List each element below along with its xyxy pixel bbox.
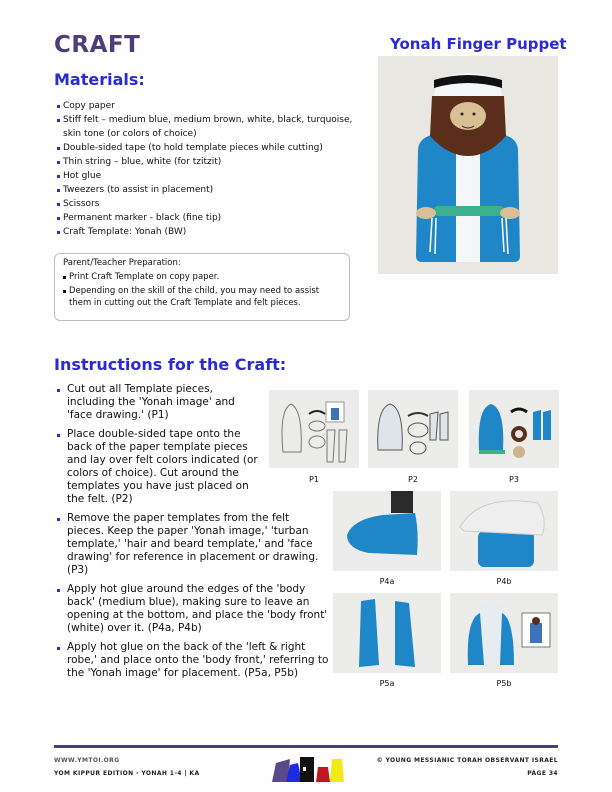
prep-box xyxy=(54,253,350,321)
assembled-body-image xyxy=(450,593,558,673)
list-item: Place double-sided tape onto the back of the paper template pieces and lay over felt colors indicated (or colors of choice). Cut around the templates you have just placed on the felt. (P2) xyxy=(57,428,262,506)
caption-p2: P2 xyxy=(408,475,418,484)
photo-p2 xyxy=(368,390,458,468)
list-item: Thin string – blue, white (for tzitzit) xyxy=(57,155,367,169)
caption-p5a: P5a xyxy=(379,679,395,688)
logo-icon xyxy=(268,755,348,783)
list-item: Depending on the skill of the child, you may need to assist them in cutting out the Craft Template and felt pieces. xyxy=(63,285,341,309)
ymtoi-logo xyxy=(268,755,348,783)
caption-p4b: P4b xyxy=(496,577,512,586)
footer-url: WWW.YMTOI.ORG xyxy=(54,757,120,764)
list-item: Apply hot glue around the edges of the 'body back' (medium blue), making sure to leave an opening at the bottom, and place the 'body front' (white) over it. (P4a, P4b) xyxy=(57,583,329,635)
list-item: Permanent marker - black (fine tip) xyxy=(57,211,367,225)
photo-p4a xyxy=(333,491,441,571)
felt-pieces-image xyxy=(469,390,559,468)
photo-p5b xyxy=(450,593,558,673)
photo-p3 xyxy=(469,390,559,468)
body-front-image xyxy=(450,491,558,571)
list-item: Scissors xyxy=(57,197,367,211)
list-item: Hot glue xyxy=(57,169,367,183)
caption-p3: P3 xyxy=(509,475,519,484)
template-pieces-image xyxy=(269,390,359,468)
list-item: Tweezers (to assist in placement) xyxy=(57,183,367,197)
list-item: Remove the paper templates from the felt pieces. Keep the paper 'Yonah image,' 'turban template,' 'hair and beard template,' and 'face drawing' for reference in placement or drawing. (P3) xyxy=(57,512,329,577)
photo-p1 xyxy=(269,390,359,468)
page-number: PAGE 34 xyxy=(527,770,558,777)
materials-list xyxy=(57,99,367,239)
footer-divider xyxy=(54,745,558,748)
prep-heading: Parent/Teacher Preparation: xyxy=(63,258,181,268)
footer-edition: YOM KIPPUR EDITION - YONAH 1-4 | KA xyxy=(54,770,200,777)
caption-p1: P1 xyxy=(309,475,319,484)
puppet-photo xyxy=(378,56,558,274)
list-item: Stiff felt – medium blue, medium brown, white, black, turquoise, skin tone (or colors of choice) xyxy=(57,113,367,141)
instructions-heading: Instructions for the Craft: xyxy=(54,355,287,374)
craft-title: Yonah Finger Puppet xyxy=(390,35,567,53)
list-item: Copy paper xyxy=(57,99,367,113)
photo-p4b xyxy=(450,491,558,571)
caption-p5b: P5b xyxy=(496,679,512,688)
footer-copyright: © YOUNG MESSIANIC TORAH OBSERVANT ISRAEL xyxy=(376,757,558,764)
page-title: CRAFT xyxy=(54,32,141,58)
caption-p4a: P4a xyxy=(379,577,395,586)
traced-felt-image xyxy=(368,390,458,468)
list-item: Cut out all Template pieces, including the 'Yonah image' and 'face drawing.' (P1) xyxy=(57,383,262,422)
list-item: Craft Template: Yonah (BW) xyxy=(57,225,367,239)
photo-p5a xyxy=(333,593,441,673)
glue-body-back-image xyxy=(333,491,441,571)
finger-puppet-image xyxy=(378,56,558,274)
list-item: Print Craft Template on copy paper. xyxy=(63,271,341,283)
robe-pieces-image xyxy=(333,593,441,673)
list-item: Double-sided tape (to hold template pieces while cutting) xyxy=(57,141,367,155)
list-item: Apply hot glue on the back of the 'left & right robe,' and place onto the 'body front,' referring to the 'Yonah image' for placement. (P5a, P5b) xyxy=(57,641,329,680)
materials-heading: Materials: xyxy=(54,70,145,89)
